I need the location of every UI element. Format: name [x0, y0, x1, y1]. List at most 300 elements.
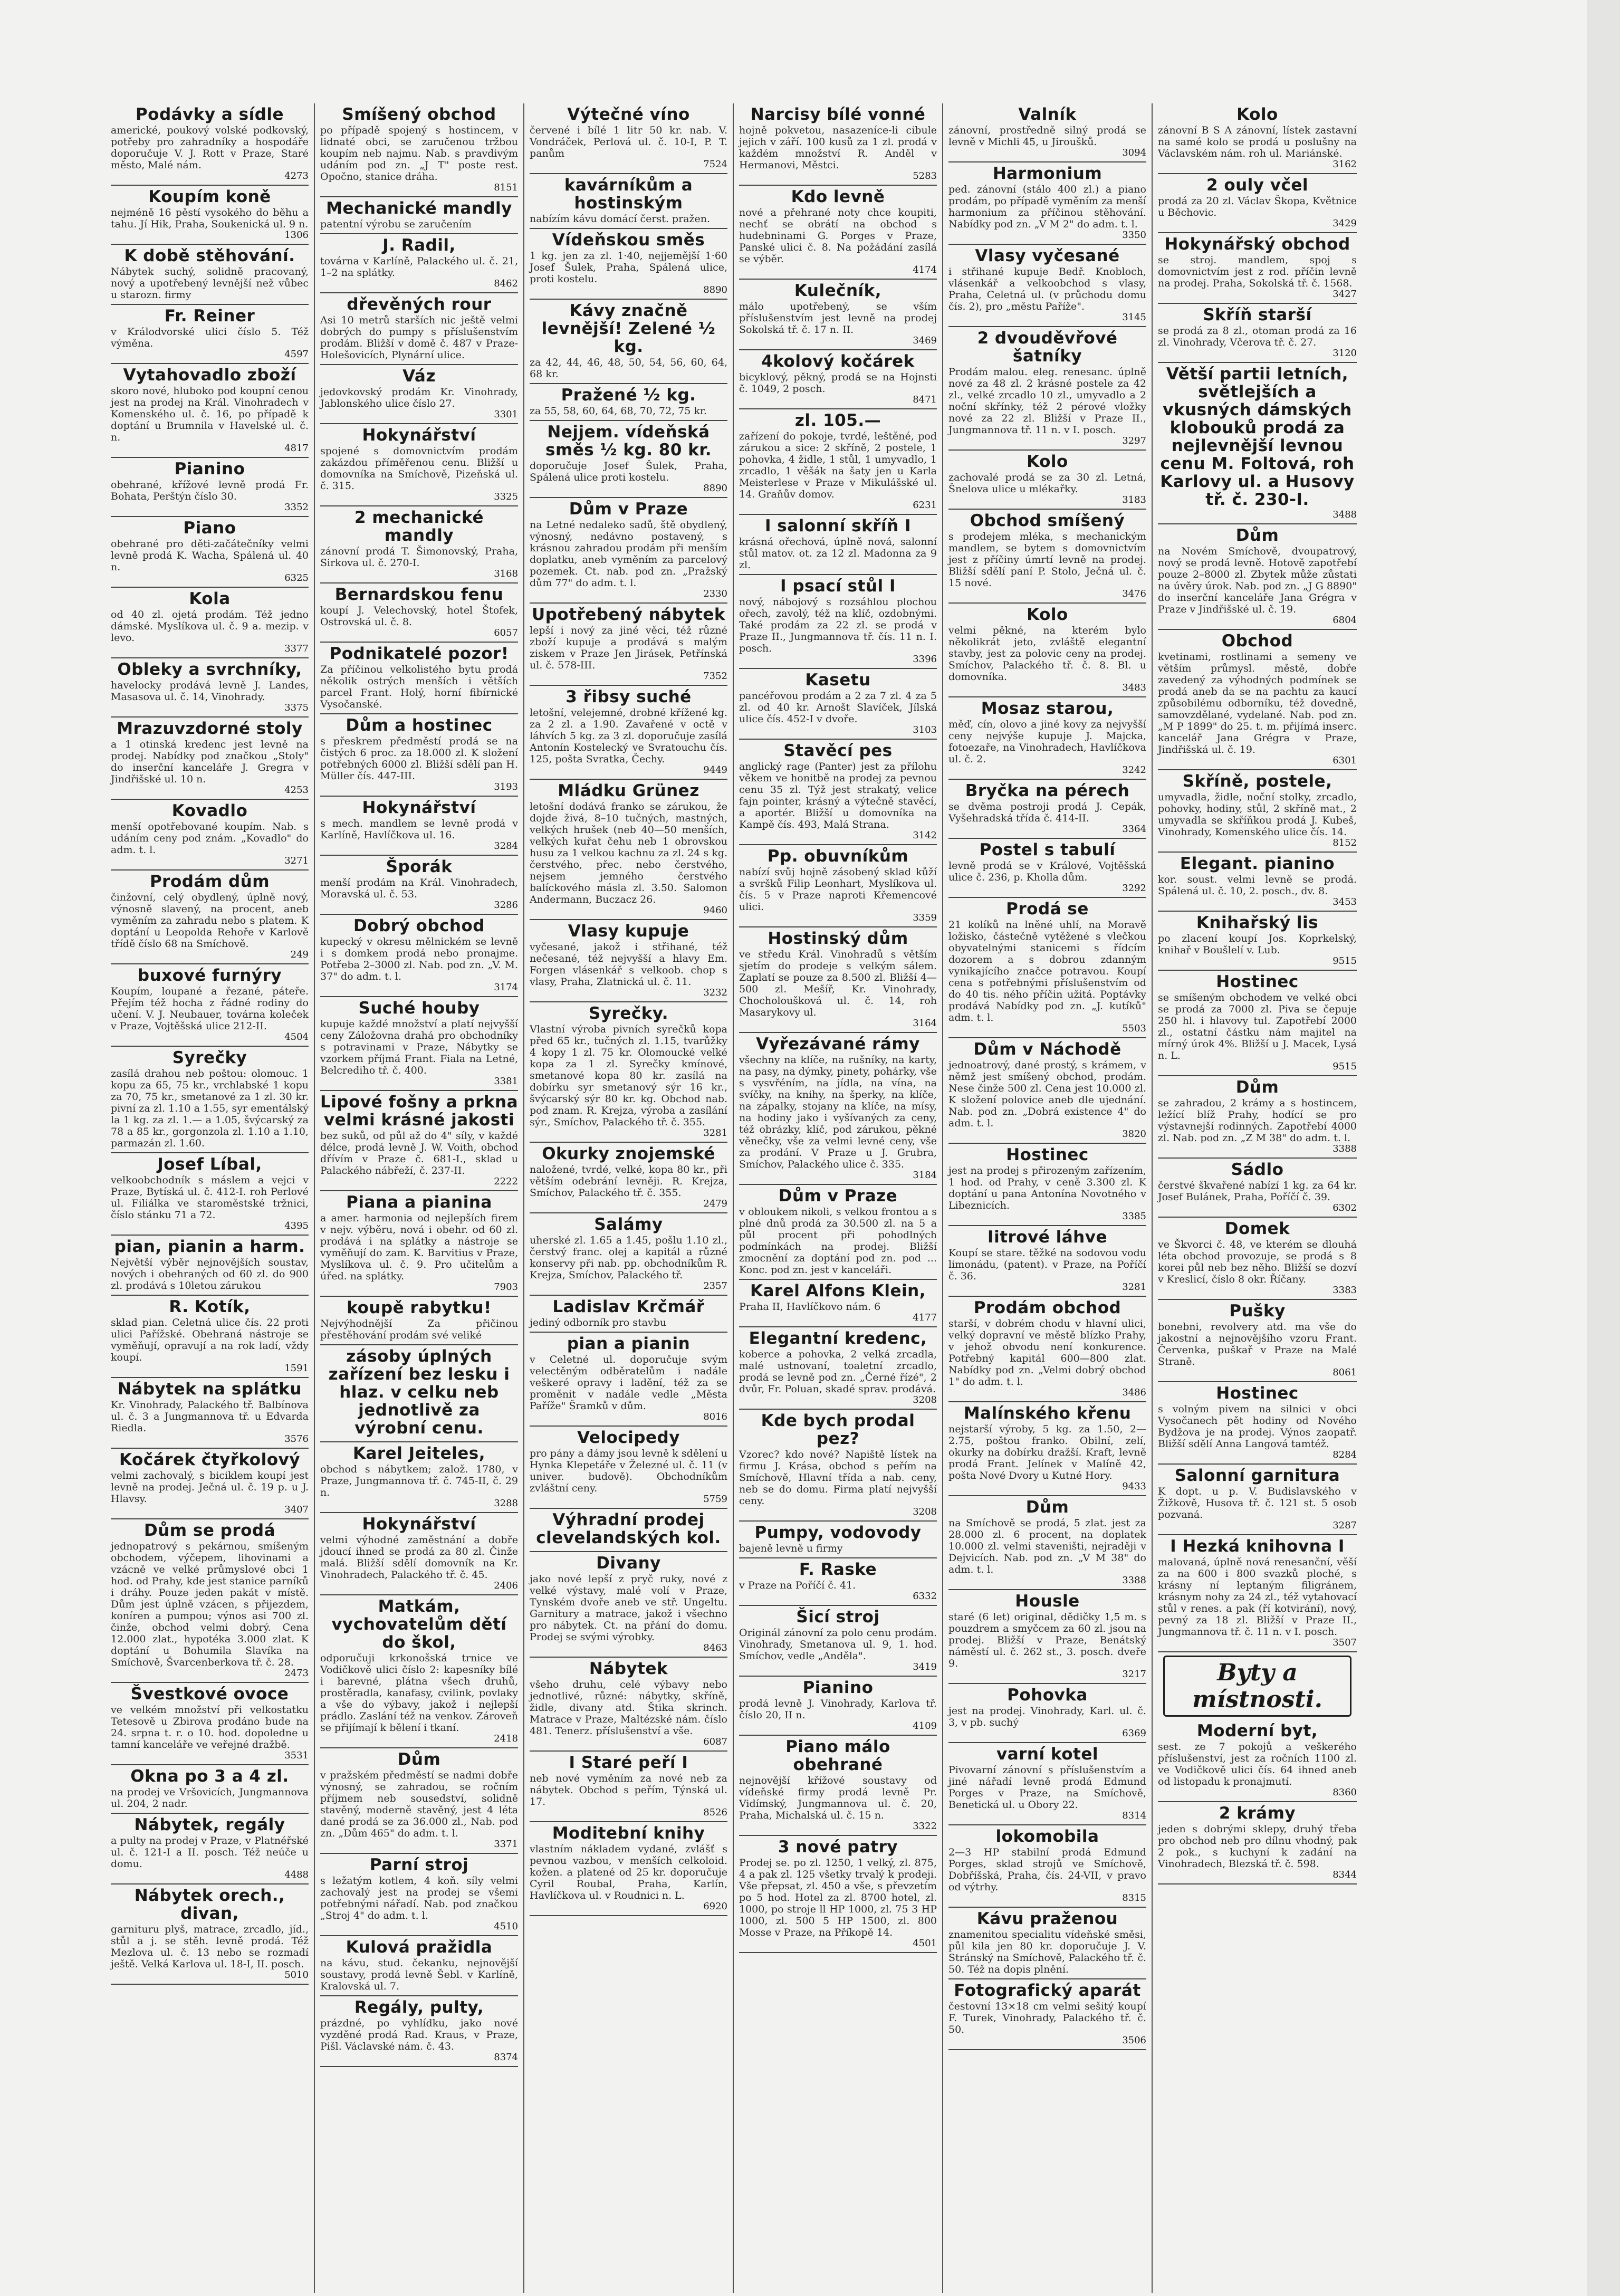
- ad-body: koupí J. Velechovský, hotel Štofek, Ostrovská ul. č. 8.: [320, 605, 518, 628]
- ad-number: 8471: [913, 394, 937, 405]
- ad-body: jednoatrový, dané prostý, s krámem, v němž jest smíšený obchod, prodám. Nese činže 500 zl. Cena jest 10.000 zl. K složení polovice aneb dle ujednání. Nab. pod zn. „Dobrá existence 4" do adm. t. l.: [948, 1059, 1146, 1129]
- ad-number: 3486: [1122, 1387, 1146, 1398]
- ad-title: Upotřebený nábytek: [532, 605, 725, 624]
- ad-title: buxové furnýry: [137, 966, 282, 985]
- ad-title: Vlasy kupuje: [568, 922, 689, 941]
- ad-title: Nábytek orech., divan,: [134, 1886, 285, 1923]
- ad-title: Dům se prodá: [143, 1521, 276, 1540]
- classified-ad: [320, 1345, 518, 1442]
- ad-number: 4510: [494, 1921, 518, 1932]
- ad-body: skoro nové, hluboko pod koupní cenou jest na prodej na Král. Vinohradech v Komenského ul. č. 16, po případě k doptání u Brumnila v Havelské ul. č. n.: [111, 385, 309, 443]
- ad-number: 3297: [1122, 435, 1146, 446]
- ad-body: staré (6 let) original, dědičky 1,5 m. s pouzdrem a smyčcem za 60 zl. jsou na prodej. Bližší v Praze, Benátský náměstí ul. č. 262 st., 3. posch. dveře 9.: [948, 1611, 1146, 1669]
- ad-number: 3488: [1333, 509, 1357, 520]
- classified-ad: [1158, 1382, 1357, 1465]
- classified-ad: [111, 1047, 309, 1153]
- column-1: [106, 103, 315, 2293]
- classified-ad: [1158, 1300, 1357, 1382]
- ad-body: činžovní, celý obydlený, úplně nový, výnosně slavený, na procent, aneb vyměním za zahradu nebo s platem. K doptání u Leopolda Rehoře v Karlově třídě číslo 68 na Smíchově.: [111, 892, 309, 950]
- ad-number: 4504: [284, 1031, 309, 1042]
- ad-body: jediný odborník pro stavbu: [530, 1317, 667, 1328]
- column-3: [524, 103, 734, 2293]
- ad-number: 3396: [913, 654, 937, 665]
- ad-title: 2 ouly včel: [1206, 176, 1309, 195]
- ad-title: Kolo: [1236, 105, 1278, 124]
- classified-ad: [1158, 971, 1357, 1076]
- classified-ad: [739, 1736, 937, 1836]
- classified-ad: [320, 714, 518, 797]
- ad-number: 4174: [913, 264, 937, 275]
- ad-body: sklad pian. Celetná ulice čís. 22 proti ulici Pařížské. Obehraná nástroje se vyměňují, opravují a na rok ladí, vždy koupí.: [111, 1317, 309, 1363]
- classified-ad: [111, 245, 309, 305]
- ad-number: 3142: [913, 830, 937, 841]
- ad-title: Obchod: [1221, 632, 1293, 650]
- ad-title: Kasetu: [805, 671, 871, 690]
- classified-ad: [530, 920, 727, 1002]
- ad-body: v Praze na Poříčí č. 41.: [739, 1580, 856, 1591]
- classified-ad: [948, 510, 1146, 604]
- classified-ad: [739, 103, 937, 186]
- ad-number: 7524: [703, 159, 727, 170]
- ad-body: prodá levně J. Vinohrady, Karlova tř. číslo 20, II n.: [739, 1698, 937, 1721]
- classified-ad: [1158, 912, 1357, 971]
- ad-title: kavárníkům a hostinským: [564, 176, 693, 213]
- ad-body: zánovní B S A zánovní, lístek zastavní na samé kolo se prodá u poslušny na Václavském nám. roh ul. Mariánské.: [1158, 125, 1357, 159]
- ad-body: s ležatým kotlem, 4 koň. síly velmi zachovalý jest na prodej se všemi potřebnými nářadí. Nab. pod značkou „Stroj 4" do adm. t. l.: [320, 1875, 518, 1921]
- ad-number: 3469: [913, 335, 937, 346]
- classified-ad: [530, 103, 727, 174]
- ad-number: 8463: [703, 1642, 727, 1653]
- ad-number: 3383: [1333, 1285, 1357, 1296]
- ad-body: nabízím kávu domácí čerst. pražen.: [530, 213, 711, 225]
- classified-ad: [1158, 1159, 1357, 1218]
- classified-ad: [530, 300, 727, 384]
- ad-body: zánovní, prostředně silný prodá se levně v Michli 45, u Jiroušků.: [948, 125, 1146, 148]
- ad-title: Josef Líbal,: [157, 1155, 262, 1174]
- ad-title: Obleky a svrchníky,: [117, 660, 302, 679]
- ad-body: všeho druhu, celé výbavy nebo jednotlivé, různé: nábytky, skříně, židle, divany atd. Štika skrinch. Matrace v Praze, Maltézské nám. číslo 481. Tenerz. příslušenství a vše.: [530, 1679, 727, 1737]
- ad-title: Fotografický aparát: [954, 1981, 1141, 2000]
- ad-number: 3350: [1122, 229, 1146, 241]
- classified-ad: [530, 384, 727, 421]
- ad-number: 4273: [284, 170, 309, 181]
- ad-title: Dům: [1235, 1078, 1279, 1097]
- classified-ad: [320, 1513, 518, 1595]
- ad-title: Kulová pražidla: [346, 1938, 493, 1957]
- classified-ad: [111, 1765, 309, 1814]
- classified-ad: [739, 927, 937, 1033]
- classified-ad: [111, 364, 309, 458]
- ad-body: havelocky prodává levně J. Landes, Masasova ul. č. 14, Vinohrady.: [111, 680, 309, 703]
- ad-number: 5759: [703, 1494, 727, 1505]
- ad-number: 3286: [494, 900, 518, 911]
- ad-title: Stavěcí pes: [783, 741, 893, 760]
- classified-ad: [320, 1996, 518, 2067]
- ad-body: na Novém Smíchově, dvoupatrový, nový se prodá levně. Hotově zapotřebí pouze 2–8000 zl. Zbytek může zůstati na úvěry úrok. Nab. pod zn. „J G 8890" do inserční kanceláře Jana Grégra v Praze v Jindřišské ul. č. 19.: [1158, 546, 1357, 615]
- ad-body: továrna v Karlíně, Palackého ul. č. 21, 1–2 na splátky.: [320, 255, 518, 279]
- ad-number: 8284: [1333, 1449, 1357, 1460]
- ad-number: 2222: [494, 1176, 518, 1187]
- ad-title: Karel Alfons Klein,: [750, 1281, 926, 1300]
- classified-ad: [739, 1410, 937, 1522]
- ad-title: Moditební knihy: [552, 1824, 705, 1843]
- classified-ad: [530, 1213, 727, 1296]
- classified-ad: [1158, 103, 1357, 174]
- classified-ad: [111, 103, 309, 186]
- ad-body: málo upotřebený, se vším příslušenstvím jest levně na prodej Sokolská tř. č. 17 n. II.: [739, 301, 937, 336]
- ad-body: a 1 otinská kredenc jest levně na prodej. Nabídky pod značkou „Stoly" do inserční kanceláře J. Gregra v Jindřišské ul. 10 n.: [111, 739, 309, 785]
- ad-number: 2357: [703, 1280, 727, 1292]
- ad-body: čerstvé škvařené nabízí 1 kg. za 64 kr. Josef Bulánek, Praha, Poříčí č. 39.: [1158, 1180, 1357, 1203]
- ad-title: Malínského křenu: [963, 1404, 1132, 1423]
- ad-body: kor. soust. velmi levně se prodá. Spálená ul. č. 10, 2. posch., dv. 8.: [1158, 874, 1357, 897]
- ad-number: 4488: [284, 1869, 309, 1880]
- classified-ad: [320, 915, 518, 997]
- ad-title: Podnikatelé pozor!: [329, 644, 509, 663]
- ad-number: 5503: [1122, 1023, 1146, 1034]
- ad-body: ve středu Král. Vinohradů s větším sjetím do prodeje s velkým sálem. Zaplatí se pouze za 8.500 zl. Bližší 4—500 zl. Mešíř, Kr. Vinohrady, Chocholoušková ul. č. 14, roh Masarykovy ul.: [739, 949, 937, 1018]
- ad-title: Valník: [1018, 105, 1077, 124]
- ad-number: 4597: [284, 349, 309, 360]
- ad-title: Dům: [1025, 1498, 1069, 1517]
- classified-ad: [739, 186, 937, 280]
- classified-ad: [530, 1822, 727, 1916]
- ad-number: 6301: [1333, 755, 1357, 766]
- ad-body: pancéřovou prodám a 2 za 7 zl. 4 za 5 zl. od 40 kr. Arnošt Slavíček, Jílská ulice čís. 452-I v dvoře.: [739, 690, 937, 725]
- ad-title: 2 mechanické mandly: [354, 508, 484, 545]
- ad-title: Nábytek: [589, 1659, 668, 1678]
- ad-title: F. Raske: [799, 1560, 877, 1579]
- ad-body: a amer. harmonia od nejlepších firem v nejv. výběru, nová i obehr. od 60 zl. prodává i na splátky a nástroje se vyměňují do zam. K. Barvitius v Praze, Myslíkova ul. č. 9. Pro učitelům a úřed. na splátky.: [320, 1212, 518, 1282]
- ad-body: doporučuje Josef Šulek, Praha, Spálená ulice proti kostelu.: [530, 460, 727, 483]
- ad-body: levně prodá se v Králové, Vojtěšská ulice č. 236, p. Kholla dům.: [948, 860, 1146, 883]
- ad-number: 3371: [494, 1839, 518, 1850]
- ad-body: lepší i nový za jiné věci, též různé zboží kupuje a prodává s malým ziskem v Praze Jen Jirásek, Petřínská ul. č. 578-III.: [530, 625, 727, 671]
- ad-body: neb nové vyměním za nové neb za nábytek. Obchod s peřím, Týnská ul. 17.: [530, 1773, 727, 1807]
- ad-body: jedovkovský prodám Kr. Vinohrady, Jablonského ulice číslo 27.: [320, 386, 518, 409]
- ad-number: 3184: [913, 1170, 937, 1181]
- ad-body: sest. ze 7 pokojů a veškerého příslušenství, jest za ročních 1100 zl. ve Vodičkově ulici čís. 64 ihned aneb od listopadu k pronajmutí.: [1158, 1741, 1357, 1787]
- ad-title: Hokynářství: [362, 426, 476, 445]
- ad-number: 7352: [703, 671, 727, 682]
- classified-ad: [948, 839, 1146, 898]
- ad-body: Pivovarní zánovní s příslušenstvím a jiné nářadí levně prodá Edmund Porges v Praze, na Smíchově, Benetická ul. u Obory 22.: [948, 1764, 1146, 1811]
- ad-body: a pulty na prodej v Praze, v Platnéřské ul. č. 121-I a II. posch. Též neúče u domu.: [111, 1835, 309, 1870]
- ad-number: 3483: [1122, 682, 1146, 693]
- ad-title: Kdo levně: [791, 187, 885, 206]
- classified-ad: [1158, 174, 1357, 233]
- ad-number: 3271: [284, 855, 309, 866]
- classified-ad: [320, 197, 518, 234]
- ad-number: 3419: [913, 1661, 937, 1672]
- ad-body: koberce a pohovka, 2 velká zrcadla, malé ustnovaní, toaletní zrcadlo, prodá se levně pod zn. „Černé řízé", 2 dvůr, Fr. Poluan, skadé sprav. prodává.: [739, 1348, 937, 1395]
- ad-body: nejstarší výroby, 5 kg. za 1.50, 2—2.75, poštou franko. Obilní, zelí, okurky na dobírku dražší. Kraft, levně prodá Frant. Jelínek v Malíně 42, pošta Nové Dvory u Kutné Hory.: [948, 1423, 1146, 1481]
- ad-number: 8360: [1333, 1787, 1357, 1798]
- classified-ad: [111, 718, 309, 800]
- ad-body: jest na prodej. Vinohrady, Karl. ul. č. 3, v pb. suchý: [948, 1705, 1146, 1728]
- ad-number: 3381: [494, 1076, 518, 1087]
- ad-title: Vyřezávané rámy: [756, 1035, 920, 1054]
- ad-number: 3407: [284, 1504, 309, 1515]
- ad-body: se zahradou, 2 krámy a s hostincem, ležící blíž Prahy, hodící se pro výstavnejší rodinných. Zapotřebí 4000 zl. Nab. pod zn. „Z M 38" do adm. t. l.: [1158, 1097, 1357, 1144]
- ad-title: Pohovka: [1007, 1686, 1088, 1705]
- ad-number: 6332: [913, 1591, 937, 1602]
- classified-ad: [320, 997, 518, 1091]
- ad-number: 3531: [284, 1750, 309, 1761]
- ad-number: 4395: [284, 1220, 309, 1231]
- ad-body: naložené, tvrdé, velké, kopa 80 kr., při větším odebrání levněji. R. Krejza, Smíchov, Palackého tř. č. 355.: [530, 1164, 727, 1199]
- ad-body: Asi 10 metrů starších nic ještě velmi dobrých do pumpy s příslušenstvím prodám. Bližší v domě č. 487 v Praze-Holešovicích, Plynární ulice.: [320, 314, 518, 361]
- ad-title: Elegant. pianino: [1180, 854, 1335, 873]
- ad-title: 4kolový kočárek: [761, 352, 915, 371]
- ad-title: Prodám dům: [149, 872, 270, 891]
- ad-number: 4501: [913, 1938, 937, 1949]
- ad-body: Za příčinou velkolistého bytu prodá několik ostrých menších i větších parcel Frant. Holý, horní fibírnické Vysočanské.: [320, 664, 518, 710]
- classified-ad: [111, 1236, 309, 1296]
- ad-body: Vlastní výroba pivních syrečků kopa před 65 kr., tučných zl. 1.15, tvarůžky 4 kopy 1 zl. 75 kr. Olomoucké velké kopa za 1 zl. Syrečky kmínové, smetanové kopa 80 kr. zasílá na dobírku syr smetanový sýr 16 kr., švýcarský sýr 80 kr. kg. Obchod nab. pod znam. R. Krejza, výroba a zasílání sýr., Smíchov, Palackého tř. č. 355.: [530, 1023, 727, 1128]
- ad-title: varní kotel: [996, 1745, 1098, 1764]
- ad-title: Okurky znojemské: [542, 1144, 715, 1163]
- ad-number: 1591: [284, 1363, 309, 1374]
- ad-number: 8315: [1122, 1892, 1146, 1903]
- ad-number: 3287: [1333, 1520, 1357, 1531]
- classified-ad: [948, 1908, 1146, 1979]
- ad-number: 6087: [703, 1736, 727, 1747]
- ad-number: 2406: [494, 1580, 518, 1591]
- ad-number: 8890: [703, 284, 727, 295]
- ad-number: 3388: [1333, 1143, 1357, 1154]
- classified-ad: [111, 1449, 309, 1519]
- ad-body: po zlacení koupí Jos. Koprkelský, knihař v Boušlelí v. Lub.: [1158, 933, 1357, 956]
- classified-ad: [530, 1752, 727, 1822]
- ad-number: 4109: [913, 1720, 937, 1731]
- classified-ad: [739, 1558, 937, 1606]
- ad-body: kupuje každé množství a platí nejvyšší ceny Záložovna drahá pro obchodníky s potravinami v Praze, Nábytky se vzorkem příjmá Frant. Fiala na Letné, Belcrediho tř. č. 400.: [320, 1018, 518, 1076]
- ad-number: 3103: [913, 724, 937, 735]
- ad-title: Kde bych prodal pez?: [761, 1411, 915, 1448]
- ad-title: lokomobila: [995, 1827, 1099, 1846]
- ad-title: Hostinec: [1006, 1145, 1089, 1164]
- ad-title: Dům v Praze: [569, 500, 688, 519]
- classified-ad: [948, 1144, 1146, 1226]
- ad-title: Bryčka na pérech: [965, 781, 1130, 800]
- ad-number: 3281: [703, 1127, 727, 1139]
- ad-body: Prodám malou. eleg. renesanc. úplně nové za 48 zl. 2 krásné postele za 42 zl., velké zrcadlo 10 zl., umyvadlo a 2 noční skřínky, též 2 pérové vložky nové za 22 zl. Bližší v Praze II., Jungmannova tř. 11 n. v I. posch.: [948, 366, 1146, 436]
- ad-body: Koupí se stare. těžké na sodovou vodu limonádu, (patent). v Praze, na Poříčí č. 36.: [948, 1247, 1146, 1282]
- classified-ad: [948, 1496, 1146, 1590]
- ad-body: za 55, 58, 60, 64, 68, 70, 72, 75 kr.: [530, 405, 707, 417]
- ad-title: Skříň starší: [1203, 305, 1312, 324]
- classified-ad: [948, 898, 1146, 1038]
- ad-number: 7903: [494, 1281, 518, 1293]
- ad-title: pian a pianin: [567, 1334, 691, 1353]
- ad-title: Vlasy vyčesané: [975, 246, 1120, 265]
- ad-body: 21 kolíků na lněné uhlí, na Moravě ložisko, částečně vytěžené s vlečkou obyvatelnými stanicemi s řídcím dozorem a s dobrou zdanným vynikajícího značce potravou. Koupí cena s potřebnými příslušenstvím od do 40 tis. ného příčin užitá. Poptávky prodává Nabídky pod zn. „J. kutíků" adm. t. l.: [948, 919, 1146, 1023]
- classified-ad: [530, 1658, 727, 1752]
- ad-title: Dobrý obchod: [353, 916, 485, 935]
- classified-ad: [111, 1814, 309, 1884]
- ad-title: Švestkové ovoce: [130, 1685, 289, 1704]
- ad-title: Váz: [402, 367, 436, 386]
- ad-body: spojené s domovnictvím prodám zakázdou příměřenou cenu. Bližší u domovníka na Smíchově, Pizeňská ul. č. 315.: [320, 445, 518, 492]
- ad-number: 8462: [494, 278, 518, 289]
- ad-number: 3507: [1333, 1637, 1357, 1648]
- ad-number: 4817: [284, 443, 309, 454]
- ad-body: prázdné, po vyhlídku, jako nové vyzděné prodá Rad. Kraus, v Praze, Pišl. Václavské nám. č. 43.: [320, 2017, 518, 2052]
- classified-ad: [111, 458, 309, 517]
- ad-number: 8344: [1333, 1869, 1357, 1880]
- classified-ad: [739, 409, 937, 515]
- ad-body: garnituru plyš, matrace, zrcadlo, jíd., stůl a j. se stěh. levně prodá. Též Mezlova ul. č. 13 nebo se rozmadí ještě. Velká Karlova ul. 18-I, II. posch.: [111, 1924, 309, 1970]
- ad-number: 3145: [1122, 312, 1146, 323]
- classified-ad: [320, 1854, 518, 1936]
- classified-ad: [320, 643, 518, 714]
- ad-body: znamenitou specialitu vídeňské směsi, půl kila jen 80 kr. doporučuje J. V. Stránský na Smíchově, Palackého tř. č. 50. Též na dopis plnění.: [948, 1929, 1146, 1975]
- ad-title: Výtečné víno: [567, 105, 690, 124]
- ad-body: Nejvýhodnější Za přičinou přestěhování prodám své veliké: [320, 1318, 518, 1341]
- classified-ad: [320, 103, 518, 197]
- classified-ad: [948, 1684, 1146, 1743]
- ad-title: Hokynářský obchod: [1164, 235, 1350, 254]
- ad-title: Nábytek, regály: [134, 1815, 285, 1834]
- ad-body: měď, cín, olovo a jiné kovy za nejvyšší ceny nejvýše kupuje J. Majcka, fotoezaře, na Vinohradech, Havlíčkova ul. č. 2.: [948, 719, 1146, 765]
- ad-title: Domek: [1224, 1219, 1290, 1238]
- classified-ad: [1158, 1802, 1357, 1884]
- ad-number: 3288: [494, 1498, 518, 1509]
- classified-ad: [739, 280, 937, 350]
- classified-ad: [948, 604, 1146, 697]
- ad-body: nejnovější křížové soustavy od vídeňské firmy prodá levně Pr. Vidímský, Jungmannova ul. č. 20, Praha, Michalská ul. č. 15 n.: [739, 1775, 937, 1821]
- classified-ad: [111, 1884, 309, 1985]
- ad-number: 8890: [703, 483, 727, 494]
- classified-ad: [948, 1743, 1146, 1825]
- classified-ad: [1158, 1076, 1357, 1159]
- ad-body: ve Škvorci č. 48, ve kterém se dlouhá léta obchod provozuje, se prodá s 8 korei půl neb bez něho. Bližší se dozví v Kreslicí, číslo 8 okr. Říčany.: [1158, 1239, 1357, 1285]
- ad-body: krásná ořechová, úplně nová, salonní stůl matov. ot. za 12 zl. Madonna za 9 zl.: [739, 536, 937, 571]
- classified-ad: [739, 740, 937, 845]
- ad-title: Moderní byt,: [1196, 1721, 1318, 1740]
- ad-number: 9460: [703, 905, 727, 916]
- classified-ad: [1158, 1535, 1357, 1652]
- ad-body: Prodej se. po zl. 1250, 1 velký, zl. 875, 4 a pak zl. 125 všetky trvalý k prodeji. Vše přepsat, zl. 450 a vše, s převzetím po 5 hod. Hotel za zl. 8700 hotel, zl. 1000, po stroje ll HP 1000, zl. 75 3 HP 1000, zl. 500 5 HP 1500, zl. 800 Mosse v Praze, na Příkopě 14.: [739, 1857, 937, 1938]
- ad-title: Prodá se: [1006, 900, 1089, 919]
- classified-ad: [739, 1033, 937, 1185]
- classified-ad: [739, 1677, 937, 1736]
- classified-ad: [530, 604, 727, 686]
- classified-ad: [320, 234, 518, 293]
- ad-body: za 42, 44, 46, 48, 50, 54, 56, 60, 64, 68 kr.: [530, 357, 727, 380]
- classified-ad: [320, 1748, 518, 1854]
- ad-number: 3094: [1122, 147, 1146, 158]
- ad-number: 3120: [1333, 348, 1357, 359]
- ad-title: Kolo: [1027, 605, 1068, 624]
- ad-title: Koupím koně: [148, 187, 271, 206]
- classified-ad: [111, 1683, 309, 1765]
- ad-body: obehrané, křížové levně prodá Fr. Bohata, Perštýn číslo 30.: [111, 479, 309, 502]
- classified-ad: [320, 1442, 518, 1513]
- ad-body: zařízení do pokoje, tvrdé, leštěné, pod zárukou a sice: 2 skříně, 2 postele, 1 pohovka, 4 židle, 1 stůl, 1 umyvadlo, 1 zrcadlo, 1 věšák na šaty jen u Karla Meisterlese v Praze v Mikulášské ul. 14. Graňův domov.: [739, 430, 937, 500]
- classified-ad: [1158, 770, 1357, 853]
- ad-title: Kovadlo: [171, 801, 248, 820]
- ad-number: 3476: [1122, 588, 1146, 599]
- classified-ad: [530, 421, 727, 498]
- ad-number: 2418: [494, 1733, 518, 1744]
- ad-number: 6231: [913, 500, 937, 511]
- ad-body: 1 kg. jen za zl. 1·40, nejjemější 1·60 Josef Šulek, Praha, Spálená ulice, proti kostelu.: [530, 250, 727, 285]
- ad-title: Smíšený obchod: [342, 105, 496, 124]
- classified-ad: [111, 517, 309, 588]
- ad-body: ve velkém množství při velkostatku Tetesově u Zbirova prodáno bude na 24. srpna t. r. o 10. hod. dopoledne u tamní kanceláře ve veřejné dražbě.: [111, 1704, 309, 1750]
- ad-title: Hostinský dům: [768, 929, 908, 948]
- ad-body: s mech. mandlem se levně prodá v Karlíně, Havlíčkova ul. 16.: [320, 818, 518, 841]
- classified-ad: [320, 424, 518, 506]
- ad-number: 3506: [1122, 2035, 1146, 2046]
- classified-ad: [111, 658, 309, 718]
- ad-title: 3 řibsy suché: [565, 687, 692, 706]
- ad-number: 8152: [1333, 837, 1357, 848]
- ad-title: Matkám, vychovatelům dětí do škol,: [331, 1597, 507, 1652]
- ad-title: Pianino: [802, 1678, 874, 1697]
- ad-title: Pianino: [174, 460, 245, 479]
- ad-body: zachovalé prodá se za 30 zl. Letná, Šnelova ulice u mlékařky.: [948, 472, 1146, 495]
- ad-body: se prodá za 8 zl., otoman prodá za 16 zl. Vinohrady, Včerova tř. č. 27.: [1158, 325, 1357, 348]
- ad-number: 3217: [1122, 1669, 1146, 1680]
- ad-number: 9515: [1333, 1061, 1357, 1072]
- ad-body: jest na prodej s přirozeným zařízením, 1 hod. od Prahy, v ceně 3.300 zl. K doptání u pana Antonína Novotného v Libeznicích.: [948, 1165, 1146, 1211]
- classified-ad: [320, 293, 518, 365]
- ad-title: Knihařský lis: [1196, 913, 1319, 932]
- ad-body: umyvadla, židle, noční stolky, zrcadlo, pohovky, hodiny, stůl, 2 skříně mat., 2 umyvadla se skříňkou prodá J. Kubeš, Vinohrady, Komenského ulice čís. 14.: [1158, 791, 1357, 838]
- column-6: [1153, 103, 1362, 2293]
- ad-number: 9449: [703, 764, 727, 776]
- classified-ad: [948, 780, 1146, 839]
- ad-body: velmi pěkné, na kterém bylo několikrát jeto, zvláště elegantní stavby, jest za polovic ceny na prodej. Smíchov, Palackého tř. č. 8. Bl. u domovníka.: [948, 625, 1146, 683]
- classified-ad: [530, 1002, 727, 1143]
- ad-body: na Smíchově se prodá, 5 zlat. jest za 28.000 zl. 6 procent, na doplatek 10.000 zl. velmi staveništi, nejraději v Dejvicích. Nab. pod zn. „V M 38" do adm. t. l.: [948, 1517, 1146, 1575]
- classified-ad: [320, 1297, 518, 1345]
- ad-title: Piano málo obehrané: [785, 1737, 890, 1774]
- ad-number: 6804: [1333, 615, 1357, 626]
- ad-number: 4177: [913, 1312, 937, 1323]
- ad-title: Dům: [1235, 526, 1279, 545]
- classified-ad: [530, 498, 727, 604]
- ad-body: bajeně levně u firmy: [739, 1543, 843, 1554]
- classified-ad: [530, 1427, 727, 1509]
- ad-title: Obchod smíšený: [970, 511, 1125, 530]
- ad-body: červené i bílé 1 litr 50 kr. nab. V. Vondráček, Perlová ul. č. 10-I, P. T. panům: [530, 125, 727, 159]
- ad-title: Sádlo: [1231, 1160, 1284, 1179]
- classified-ad: [530, 1552, 727, 1658]
- ad-title: Kávu praženou: [976, 1909, 1118, 1928]
- ad-body: bicyklový, pěkný, prodá se na Hojnsti č. 1049, 2 posch.: [739, 371, 937, 395]
- ad-title: dřevěných rour: [347, 295, 492, 314]
- ad-title: Harmonium: [992, 164, 1103, 183]
- classified-ad: [739, 1522, 937, 1558]
- ad-title: Piano: [183, 519, 236, 538]
- ad-title: Elegantní kredenc,: [749, 1329, 927, 1348]
- ad-number: 6057: [494, 627, 518, 638]
- ad-title: Skříně, postele,: [1182, 772, 1333, 791]
- ad-body: hojně pokvetou, nasazeníce-li cibule jejich v září. 100 kusů za 1 zl. prodá v každém množství R. Anděl v Hermanovi, Městci.: [739, 125, 937, 171]
- ad-body: v Králodvorské ulici číslo 5. Též výměna.: [111, 326, 309, 349]
- ad-body: K dopt. u p. V. Budislavského v Žižkově, Husova tř. č. 121 st. 5 osob pozvaná.: [1158, 1486, 1357, 1520]
- ad-body: ped. zánovní (stálo 400 zl.) a piano prodám, po případě vyměním za menší harmonium za příčinou stěhování. Nabídky pod zn. „V M 2" do adm. t. l.: [948, 184, 1146, 230]
- classified-ad: [739, 1606, 937, 1677]
- ad-body: Nábytek suchý, solidně pracovaný, nový a upotřebený levnější než vůbec u starozn. firmy: [111, 266, 309, 301]
- ad-body: se smíšeným obchodem ve velké obci se prodá za 7000 zl. Piva se čepuje 250 hl. i hlavovy tul. Zapotřebí 2000 zl., ostatní částku nám majitel na mírný úrok 4%. Bližší u J. Macek, Lysá n. L.: [1158, 992, 1357, 1061]
- ad-title: Parní stroj: [369, 1855, 469, 1874]
- classified-ad: [739, 1327, 937, 1410]
